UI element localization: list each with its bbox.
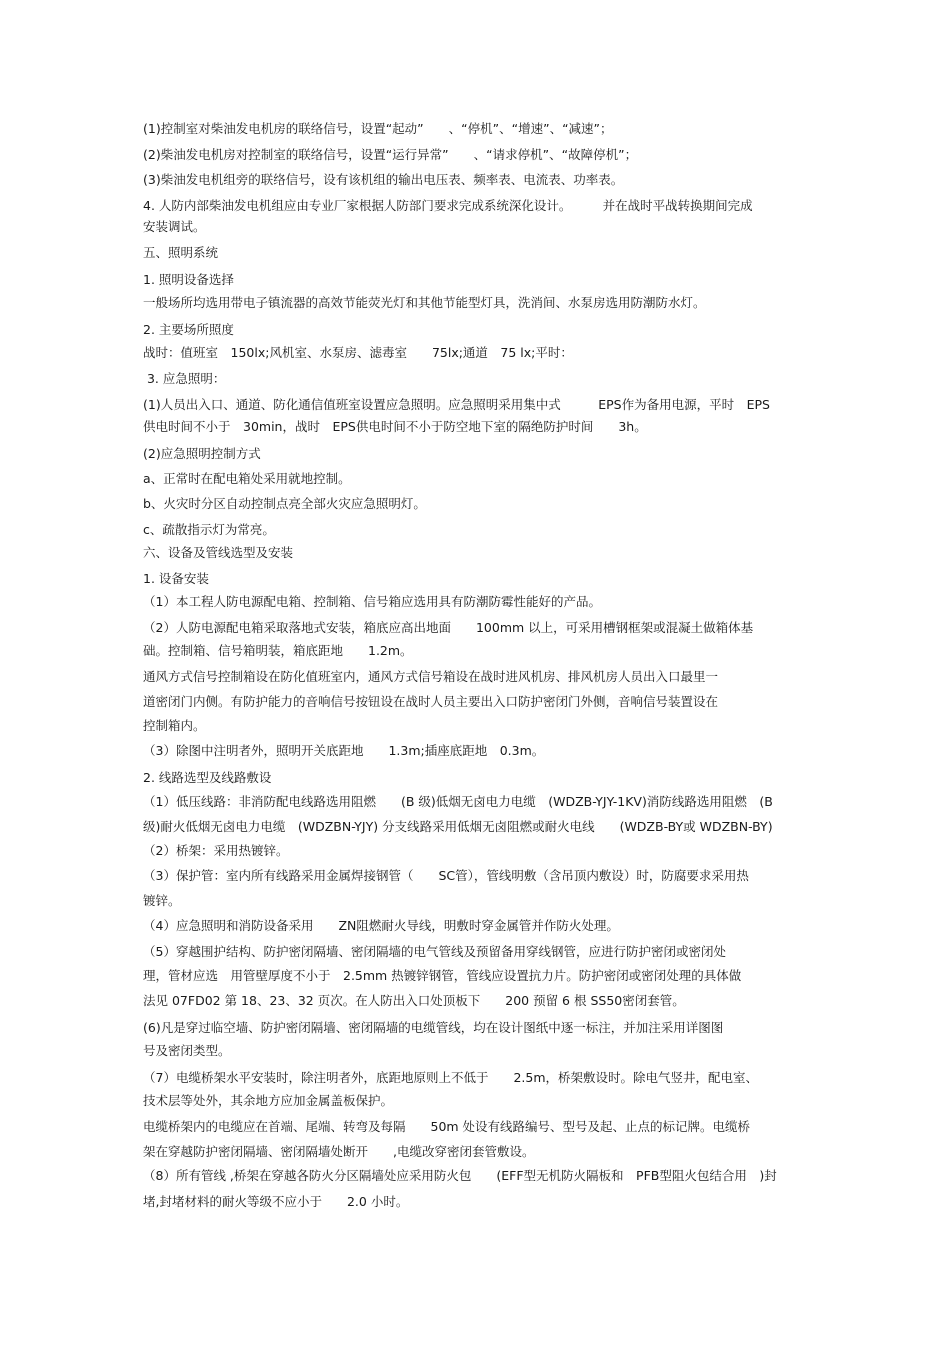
text-line: c、疏散指示灯为常亮。 bbox=[143, 522, 275, 537]
subsection-heading: 1. 设备安装 bbox=[143, 571, 209, 586]
text-line: 镀锌。 bbox=[143, 893, 181, 908]
section-heading: 五、照明系统 bbox=[143, 245, 219, 260]
text-line: a、正常时在配电箱处采用就地控制。 bbox=[143, 471, 351, 486]
text-line: 4. 人防内部柴油发电机组应由专业厂家根据人防部门要求完成系统深化设计。 并在战时平战转换期间完成 bbox=[143, 198, 753, 213]
text-line: b、火灾时分区自动控制点亮全部火灾应急照明灯。 bbox=[143, 496, 426, 511]
text-line: （3）除图中注明者外，照明开关底距地 1.3m;插座底距地 0.3m。 bbox=[143, 743, 545, 758]
text-line: 级)耐火低烟无卤电力电缆 (WDZBN-YJY) 分支线路采用低烟无卤阻燃或耐火电线 (WDZB-BY或 WDZBN-BY) bbox=[143, 819, 773, 834]
section-heading: 六、设备及管线选型及安装 bbox=[143, 545, 294, 560]
text-line: 道密闭门内侧。有防护能力的音响信号按钮设在战时人员主要出入口防护密闭门外侧，音响信号装置设在 bbox=[143, 694, 719, 709]
text-line: 号及密闭类型。 bbox=[143, 1043, 231, 1058]
subsection-heading: 2. 主要场所照度 bbox=[143, 322, 234, 337]
text-line: (1)人员出入口、通道、防化通信值班室设置应急照明。应急照明采用集中式 EPS作为备用电源，平时 EPS bbox=[143, 397, 770, 412]
text-line: (3)柴油发电机组旁的联络信号，设有该机组的输出电压表、频率表、电流表、功率表。 bbox=[143, 172, 624, 187]
text-line: 战时：值班室 150lx;风机室、水泵房、滤毒室 75lx;通道 75 lx;平时： bbox=[143, 345, 573, 360]
text-line: (2)柴油发电机房对控制室的联络信号，设置“运行异常” 、“请求停机”、“故障停机”； bbox=[143, 147, 638, 162]
text-line: 堵,封堵材料的耐火等级不应小于 2.0 小时。 bbox=[143, 1194, 409, 1209]
text-line: 安装调试。 bbox=[143, 219, 206, 234]
text-line: （1）低压线路：非消防配电线路选用阻燃 (B 级)低烟无卤电力电缆 (WDZB-YJY-1KV)消防线路选用阻燃 (B bbox=[143, 794, 773, 809]
text-line: （8）所有管线 ,桥架在穿越各防火分区隔墙处应采用防火包 (EFF型无机防火隔板和 PFB型阻火包结合用 )封 bbox=[143, 1168, 777, 1183]
text-line: （5）穿越围护结构、防护密闭隔墙、密闭隔墙的电气管线及预留备用穿线钢管，应进行防护密闭或密闭处 bbox=[143, 944, 726, 959]
text-line: 架在穿越防护密闭隔墙、密闭隔墙处断开 ,电缆改穿密闭套管敷设。 bbox=[143, 1144, 535, 1159]
text-line: (6)凡是穿过临空墙、防护密闭隔墙、密闭隔墙的电缆管线，均在设计图纸中逐一标注，并加注采用详图图 bbox=[143, 1020, 724, 1035]
subsection-heading: 1. 照明设备选择 bbox=[143, 272, 234, 287]
text-line: （7）电缆桥架水平安装时，除注明者外，底距地原则上不低于 2.5m，桥架敷设时。除电气竖井，配电室、 bbox=[143, 1070, 759, 1085]
text-line: 理，管材应选 用管壁厚度不小于 2.5mm 热镀锌钢管，管线应设置抗力片。防护密闭或密闭处理的具体做 bbox=[143, 968, 742, 983]
text-line: 法见 07FD02 第 18、23、32 页次。在人防出入口处顶板下 200 预留 6 根 SS50密闭套管。 bbox=[143, 993, 685, 1008]
text-line: （2）人防电源配电箱采取落地式安装，箱底应高出地面 100mm 以上，可采用槽钢框架或混凝土做箱体基 bbox=[143, 620, 754, 635]
subsection-heading: 2. 线路选型及线路敷设 bbox=[143, 770, 272, 785]
text-line: 控制箱内。 bbox=[143, 718, 206, 733]
text-line: （2）桥架：采用热镀锌。 bbox=[143, 843, 289, 858]
text-line: （1）本工程人防电源配电箱、控制箱、信号箱应选用具有防潮防霉性能好的产品。 bbox=[143, 594, 601, 609]
text-line: （3）保护管：室内所有线路采用金属焊接钢管（ SC管），管线明敷（含吊顶内敷设）时，防腐要求采用热 bbox=[143, 868, 749, 883]
text-line: 供电时间不小于 30min，战时 EPS供电时间不小于防空地下室的隔绝防护时间 3h。 bbox=[143, 419, 647, 434]
text-line: 技术层等处外，其余地方应加金属盖板保护。 bbox=[143, 1093, 394, 1108]
text-line: (2)应急照明控制方式 bbox=[143, 446, 261, 461]
text-line: 电缆桥架内的电缆应在首端、尾端、转弯及每隔 50m 处设有线路编号、型号及起、止点的标记牌。电缆桥 bbox=[143, 1119, 751, 1134]
text-line: (1)控制室对柴油发电机房的联络信号，设置“起动” 、“停机”、“增速”、“减速”； bbox=[143, 121, 613, 136]
text-line: 一般场所均选用带电子镇流器的高效节能荧光灯和其他节能型灯具，洗消间、水泵房选用防潮防水灯。 bbox=[143, 295, 706, 310]
text-line: 础。控制箱、信号箱明装，箱底距地 1.2m。 bbox=[143, 643, 413, 658]
text-line: （4）应急照明和消防设备采用 ZN阻燃耐火导线，明敷时穿金属管并作防火处理。 bbox=[143, 918, 619, 933]
text-line: 通风方式信号控制箱设在防化值班室内，通风方式信号箱设在战时进风机房、排风机房人员出入口最里一 bbox=[143, 669, 719, 684]
subsection-heading: 3. 应急照明： bbox=[143, 371, 226, 386]
